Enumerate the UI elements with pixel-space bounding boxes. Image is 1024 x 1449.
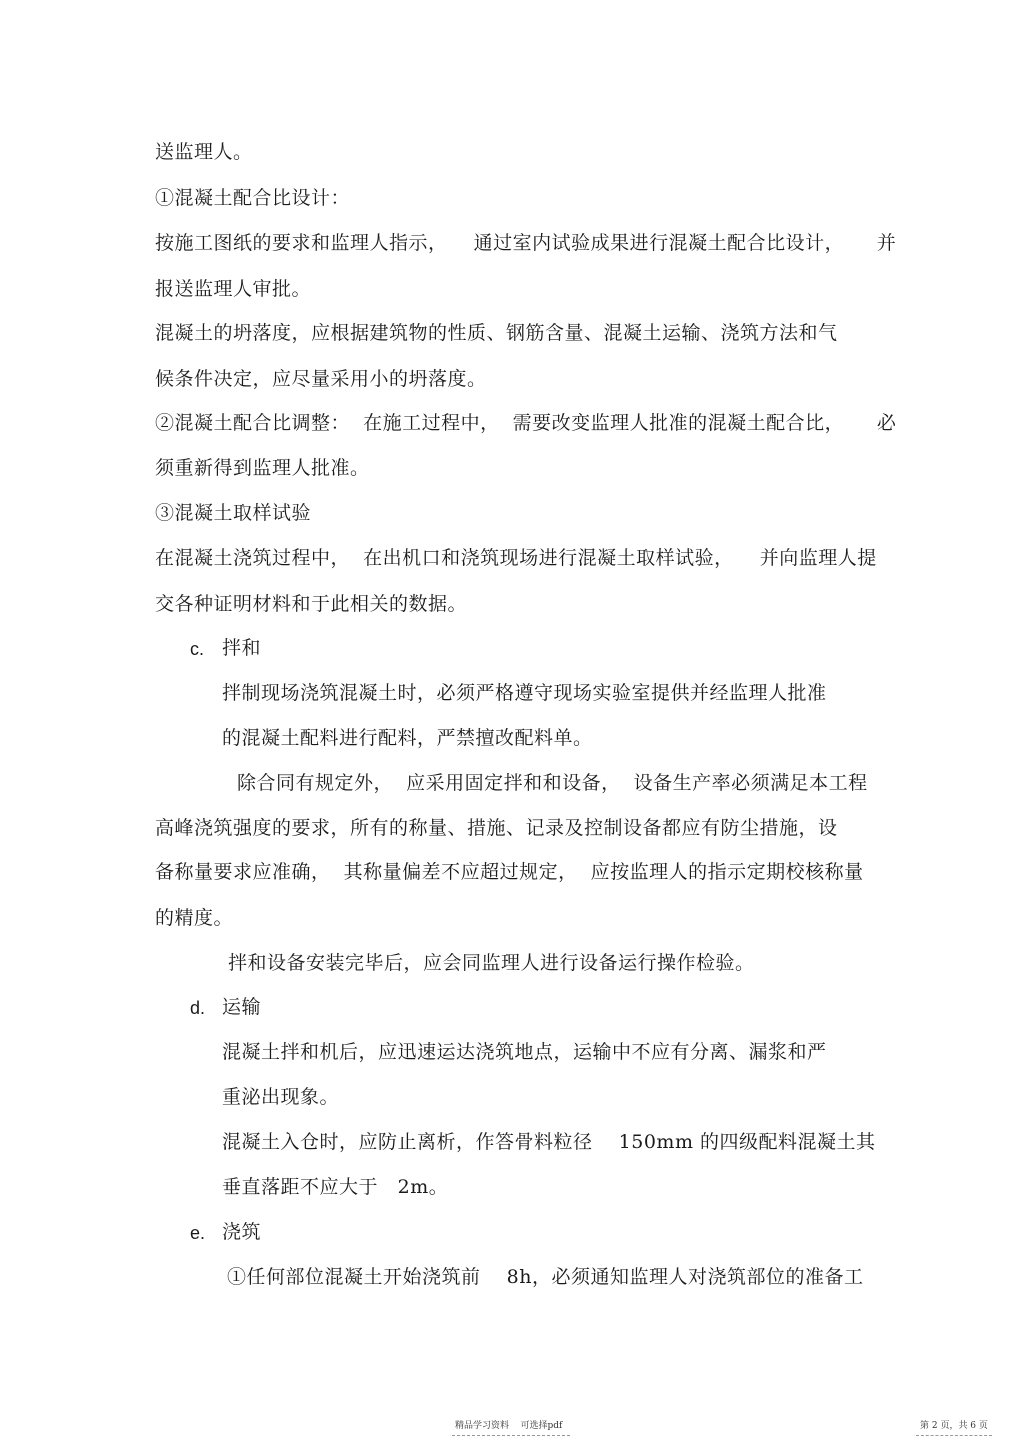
text-line-13: 拌制现场浇筑混凝土时，必须严格遵守现场实验室提供并经监理人批准: [222, 682, 827, 704]
text-line-24: 垂直落距不应大于 2m。: [222, 1176, 449, 1198]
section-label-c: c.: [190, 639, 205, 659]
text-line-9: ③混凝土取样试验: [155, 502, 312, 524]
footer-right-divider: [916, 1435, 992, 1436]
footer-page-number: 第 2 页，共 6 页: [920, 1421, 988, 1431]
text-line-14: 的混凝土配料进行配料，严禁擅改配料单。: [222, 727, 593, 749]
footer-center-divider: [452, 1435, 570, 1436]
text-line-4: 报送监理人审批。: [155, 278, 312, 300]
text-line-23: 混凝土入仓时，应防止离析，作答骨料粒径 150mm 的四级配料混凝土其: [222, 1131, 876, 1153]
text-line-26: ①任何部位混凝土开始浇筑前 8h，必须通知监理人对浇筑部位的准备工: [227, 1266, 864, 1288]
section-label-d: d.: [190, 998, 206, 1018]
text-line-5: 混凝土的坍落度，应根据建筑物的性质、钢筋含量、混凝土运输、浇筑方法和气: [155, 322, 838, 344]
footer-center-text: 精品学习资料 可选择pdf: [455, 1421, 563, 1431]
text-line-17: 备称量要求应准确， 其称量偏差不应超过规定， 应按监理人的指示定期校核称量: [155, 861, 864, 883]
text-line-1: 送监理人。: [155, 141, 253, 163]
section-heading-pouring: 浇筑: [222, 1221, 262, 1243]
text-line-6: 候条件决定，应尽量采用小的坍落度。: [155, 368, 487, 390]
text-line-15: 除合同有规定外， 应采用固定拌和和设备， 设备生产率必须满足本工程: [237, 772, 868, 794]
section-heading-transport: 运输: [222, 996, 262, 1018]
text-line-10: 在混凝土浇筑过程中， 在出机口和浇筑现场进行混凝土取样试验， 并向监理人提: [155, 547, 877, 569]
section-label-e: e.: [190, 1223, 206, 1243]
text-line-11: 交各种证明材料和于此相关的数据。: [155, 593, 468, 615]
text-line-8: 须重新得到监理人批准。: [155, 457, 370, 479]
text-line-21: 混凝土拌和机后，应迅速运达浇筑地点，运输中不应有分离、漏浆和严: [222, 1041, 827, 1063]
text-line-22: 重泌出现象。: [222, 1086, 340, 1108]
text-line-19: 拌和设备安装完毕后，应会同监理人进行设备运行操作检验。: [228, 952, 755, 974]
text-line-16: 高峰浇筑强度的要求，所有的称量、措施、记录及控制设备都应有防尘措施，设: [155, 817, 838, 839]
text-line-7: ②混凝土配合比调整： 在施工过程中， 需要改变监理人批准的混凝土配合比， 必: [155, 412, 897, 434]
text-line-2: ①混凝土配合比设计：: [155, 187, 351, 209]
text-line-3: 按施工图纸的要求和监理人指示， 通过室内试验成果进行混凝土配合比设计， 并: [155, 232, 897, 254]
section-heading-mixing: 拌和: [222, 637, 262, 659]
text-line-18: 的精度。: [155, 907, 234, 929]
